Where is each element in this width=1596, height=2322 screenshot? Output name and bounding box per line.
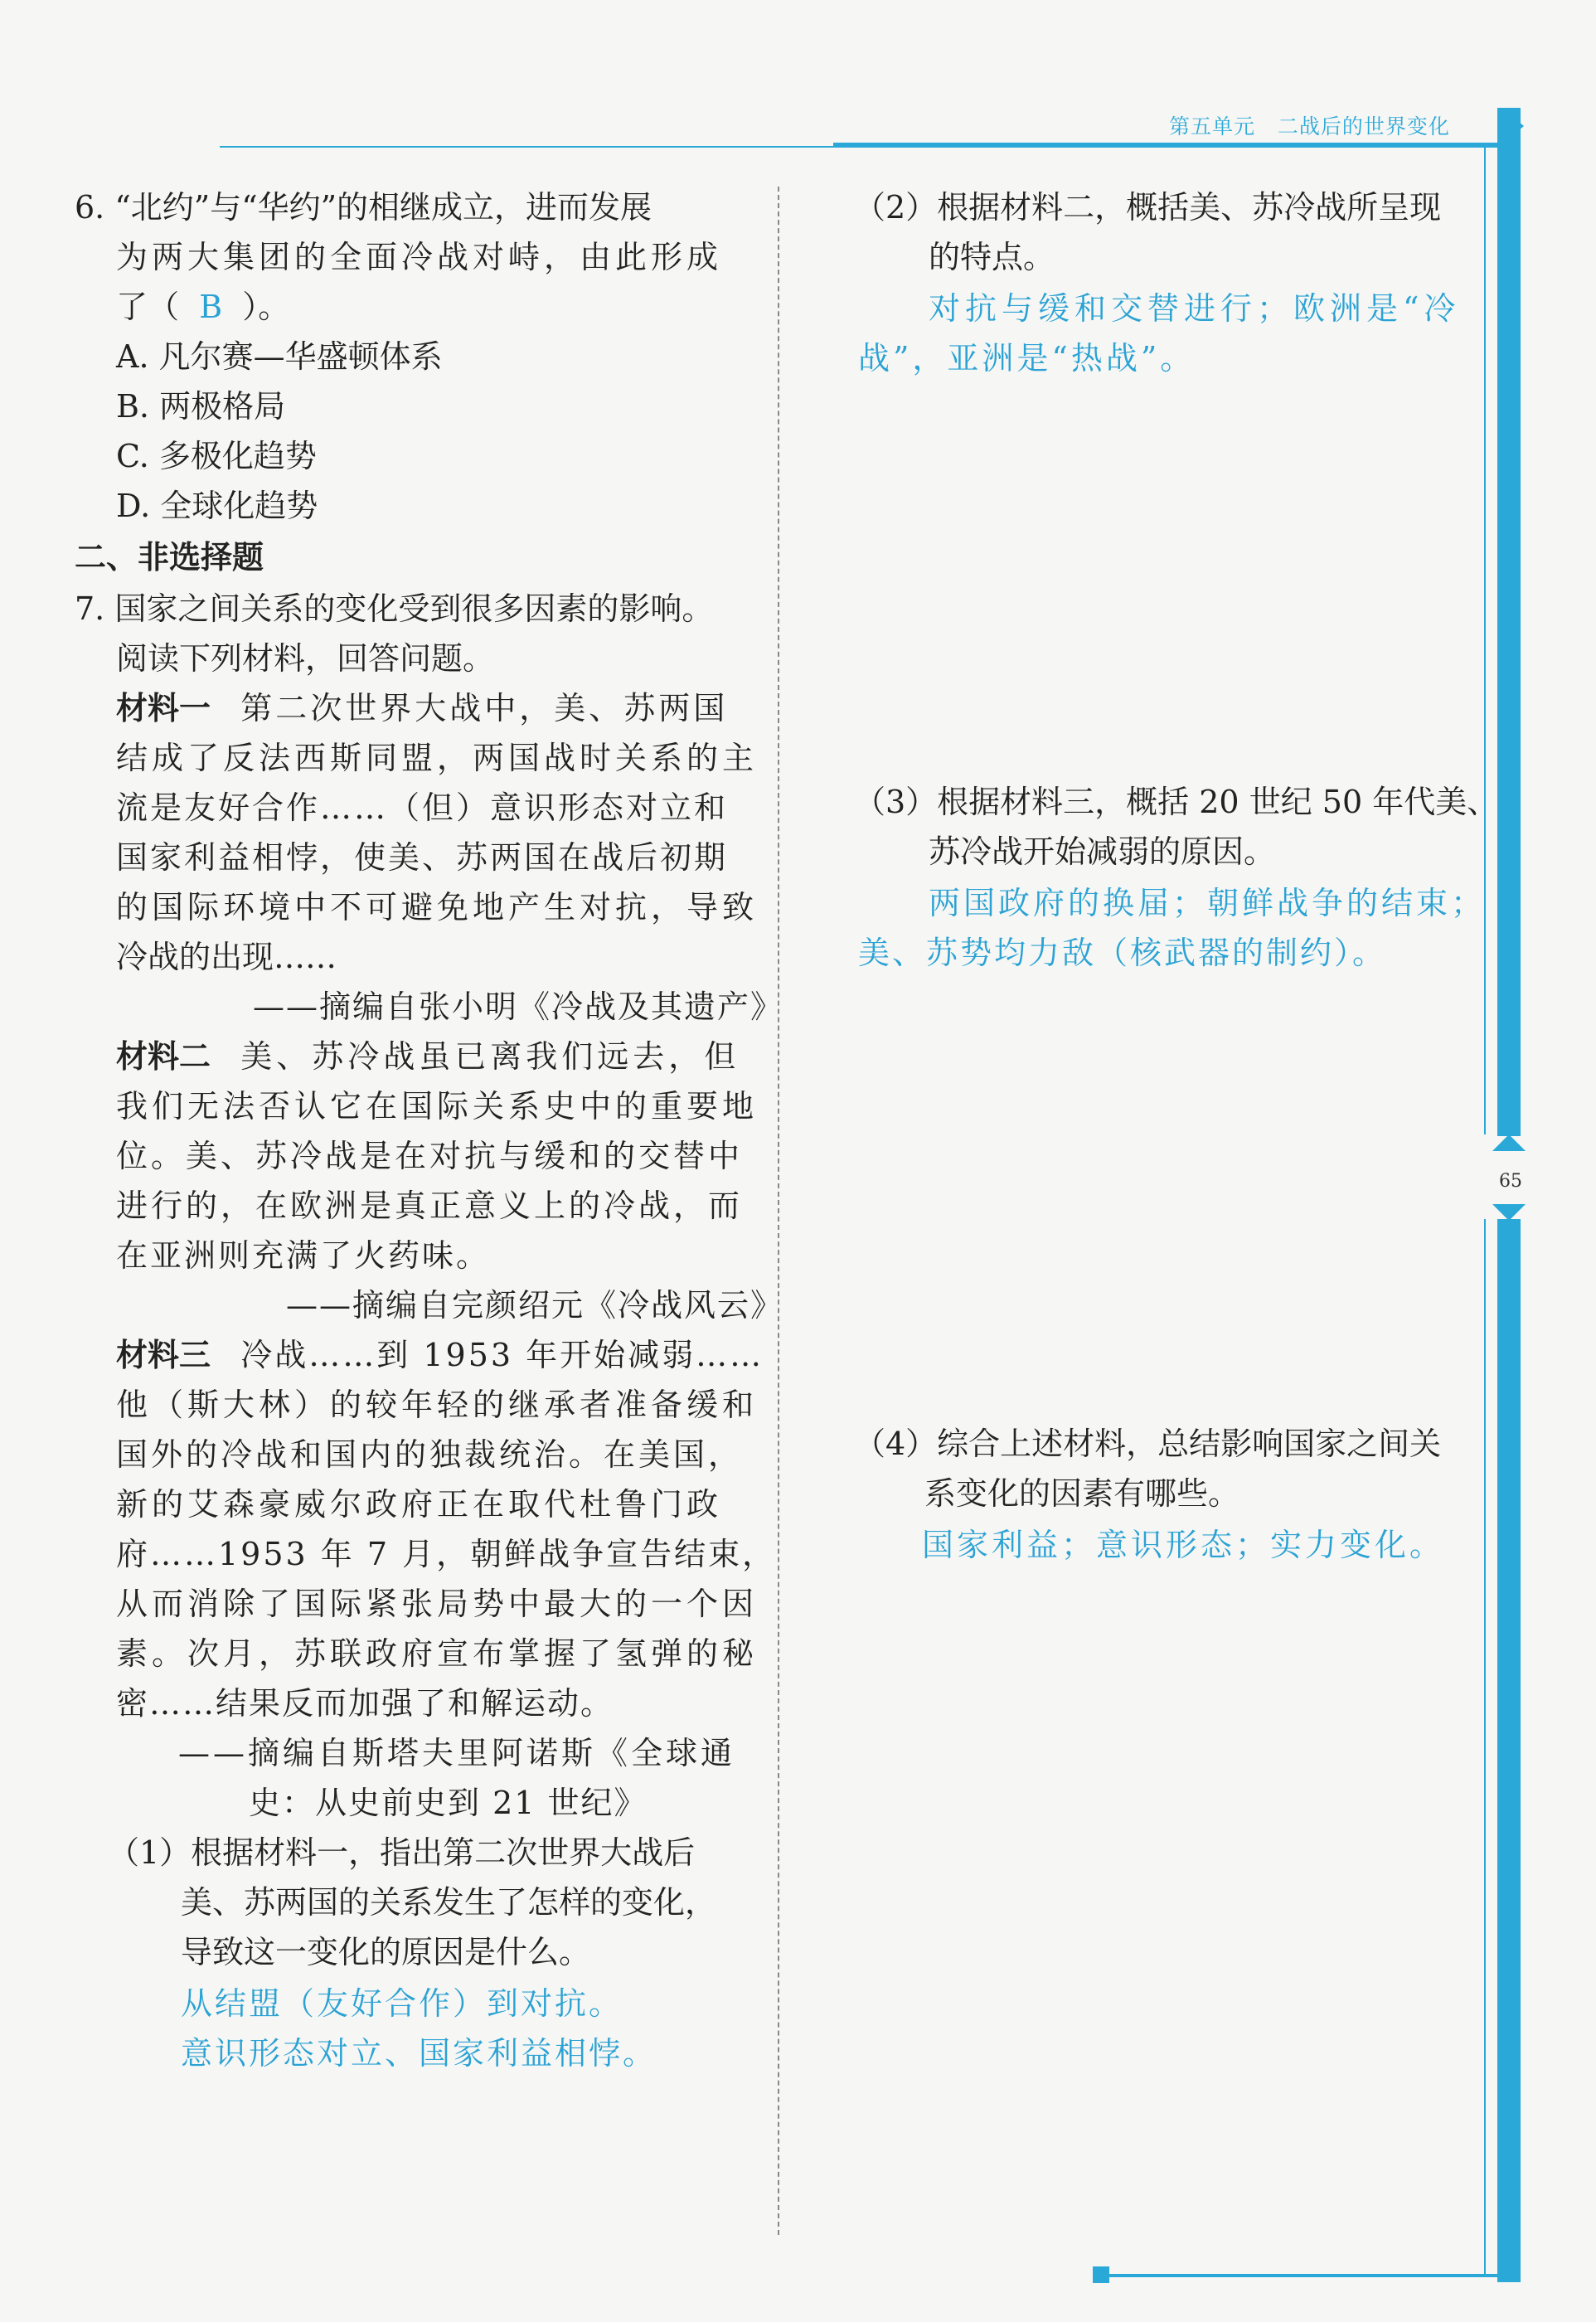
material1-line-1: 材料一 第二次世界大战中，美、苏两国 [116,690,729,726]
sub2-answer-2: 战”，亚洲是“热战”。 [858,340,1196,376]
side-bar-lower [1497,1219,1521,2282]
material3-line-8: 密……结果反而加强了和解运动。 [116,1685,614,1722]
page-notch-top-icon [1492,1134,1526,1151]
material3-source-1: ——摘编自斯塔夫里阿诺斯《全球通 [178,1735,736,1771]
material3-line-3: 国外的冷战和国内的独裁统治。在美国， [116,1436,744,1473]
material3-line-4: 新的艾森豪威尔政府正在取代杜鲁门政 [116,1486,723,1523]
sub3-answer-2: 美、苏势均力敌（核武器的制约）。 [858,935,1387,971]
material1-source: ——摘编自张小明《冷战及其遗产》 [253,989,784,1025]
q6-option-c: C. 多极化趋势 [116,438,317,474]
material3-line-6: 从而消除了国际紧张局势中最大的一个因 [116,1586,759,1622]
q6-option-b: B. 两极格局 [116,388,286,425]
header-rule-thick [833,143,1501,147]
page-notch-bottom-icon [1492,1204,1526,1221]
sub4-answer: 国家利益；意识形态；实力变化。 [922,1527,1445,1563]
material3-line-7: 素。次月，苏联政府宣布掌握了氢弹的秘 [116,1635,759,1672]
material3-source-2: 史：从史前史到 21 世纪》 [249,1785,648,1821]
section-heading: 二、非选择题 [75,539,264,576]
side-line-lower [1484,1219,1486,2276]
sub1-line-3: 导致这一变化的原因是什么。 [181,1934,591,1970]
sub2-answer-1: 对抗与缓和交替进行；欧洲是“冷 [929,290,1461,327]
q6-answer: B [199,289,223,325]
unit-header [1169,110,1450,140]
sub3-line-1: （3）根据材料三，概括 20 世纪 50 年代美、 [854,784,1499,820]
sub1-line-1: （1）根据材料一，指出第二次世界大战后 [108,1834,696,1871]
sub4-line-2: 系变化的因素有哪些。 [924,1475,1240,1512]
material1-label: 材料一 [116,690,211,726]
material1-line-4: 国家利益相悖，使美、苏两国在战后初期 [116,839,729,876]
footer-rule [1103,2274,1501,2277]
sub1-line-2: 美、苏两国的关系发生了怎样的变化， [181,1884,717,1921]
unit-label: 第五单元 [1169,114,1256,138]
q6-line-3: 了（ B ）。 [116,289,290,325]
column-divider [778,187,779,2235]
material1-line-3: 流是友好合作……（但）意识形态对立和 [116,789,729,826]
page-number: 65 [1499,1171,1522,1192]
material2-source: ——摘编自完颜绍元《冷战风云》 [286,1287,784,1324]
q6-option-a: A. 凡尔赛—华盛顿体系 [116,338,443,375]
q6-option-d: D. 全球化趋势 [116,488,318,524]
unit-title: 二战后的世界变化 [1277,114,1450,138]
material2-line-3: 位。美、苏冷战是在对抗与缓和的交替中 [116,1138,744,1174]
q6-line-1: 6. “北约”与“华约”的相继成立，进而发展 [75,189,652,226]
sub1-answer-1: 从结盟（友好合作）到对抗。 [181,1985,623,2022]
sub2-line-2: 的特点。 [929,239,1055,275]
footer-square-icon [1093,2266,1109,2283]
material2-label: 材料二 [116,1038,211,1075]
sub2-line-1: （2）根据材料二，概括美、苏冷战所呈现 [854,189,1442,226]
material2-line-5: 在亚洲则充满了火药味。 [116,1237,491,1274]
sub3-line-2: 苏冷战开始减弱的原因。 [929,833,1276,870]
material2-line-4: 进行的，在欧洲是真正意义上的冷战，而 [116,1188,744,1224]
side-bar-upper [1497,108,1521,1136]
sub1-answer-2: 意识形态对立、国家利益相悖。 [181,2035,657,2072]
q7-stem-1: 7. 国家之间关系的变化受到很多因素的影响。 [75,590,714,627]
material1-line-2: 结成了反法西斯同盟，两国战时关系的主 [116,740,759,776]
material1-line-6: 冷战的出现…… [116,939,337,975]
material3-label: 材料三 [116,1337,211,1373]
material1-line-5: 的国际环境中不可避免地产生对抗，导致 [116,889,759,925]
material3-line-5: 府……1953 年 7 月，朝鲜战争宣告结束， [116,1536,777,1572]
q7-stem-2: 阅读下列材料，回答问题。 [116,640,495,677]
q6-line-2: 为两大集团的全面冷战对峙，由此形成 [116,239,723,275]
material2-line-2: 我们无法否认它在国际关系史中的重要地 [116,1088,759,1125]
sub4-line-1: （4）综合上述材料，总结影响国家之间关 [854,1426,1442,1462]
material3-line-2: 他（斯大林）的较年轻的继承者准备缓和 [116,1387,759,1423]
side-line-upper [1484,148,1486,1134]
material3-line-1: 材料三 冷战……到 1953 年开始减弱…… [116,1337,764,1373]
sub3-answer-1: 两国政府的换届；朝鲜战争的结束； [929,885,1487,921]
material2-line-1: 材料二 美、苏冷战虽已离我们远去，但 [116,1038,740,1075]
